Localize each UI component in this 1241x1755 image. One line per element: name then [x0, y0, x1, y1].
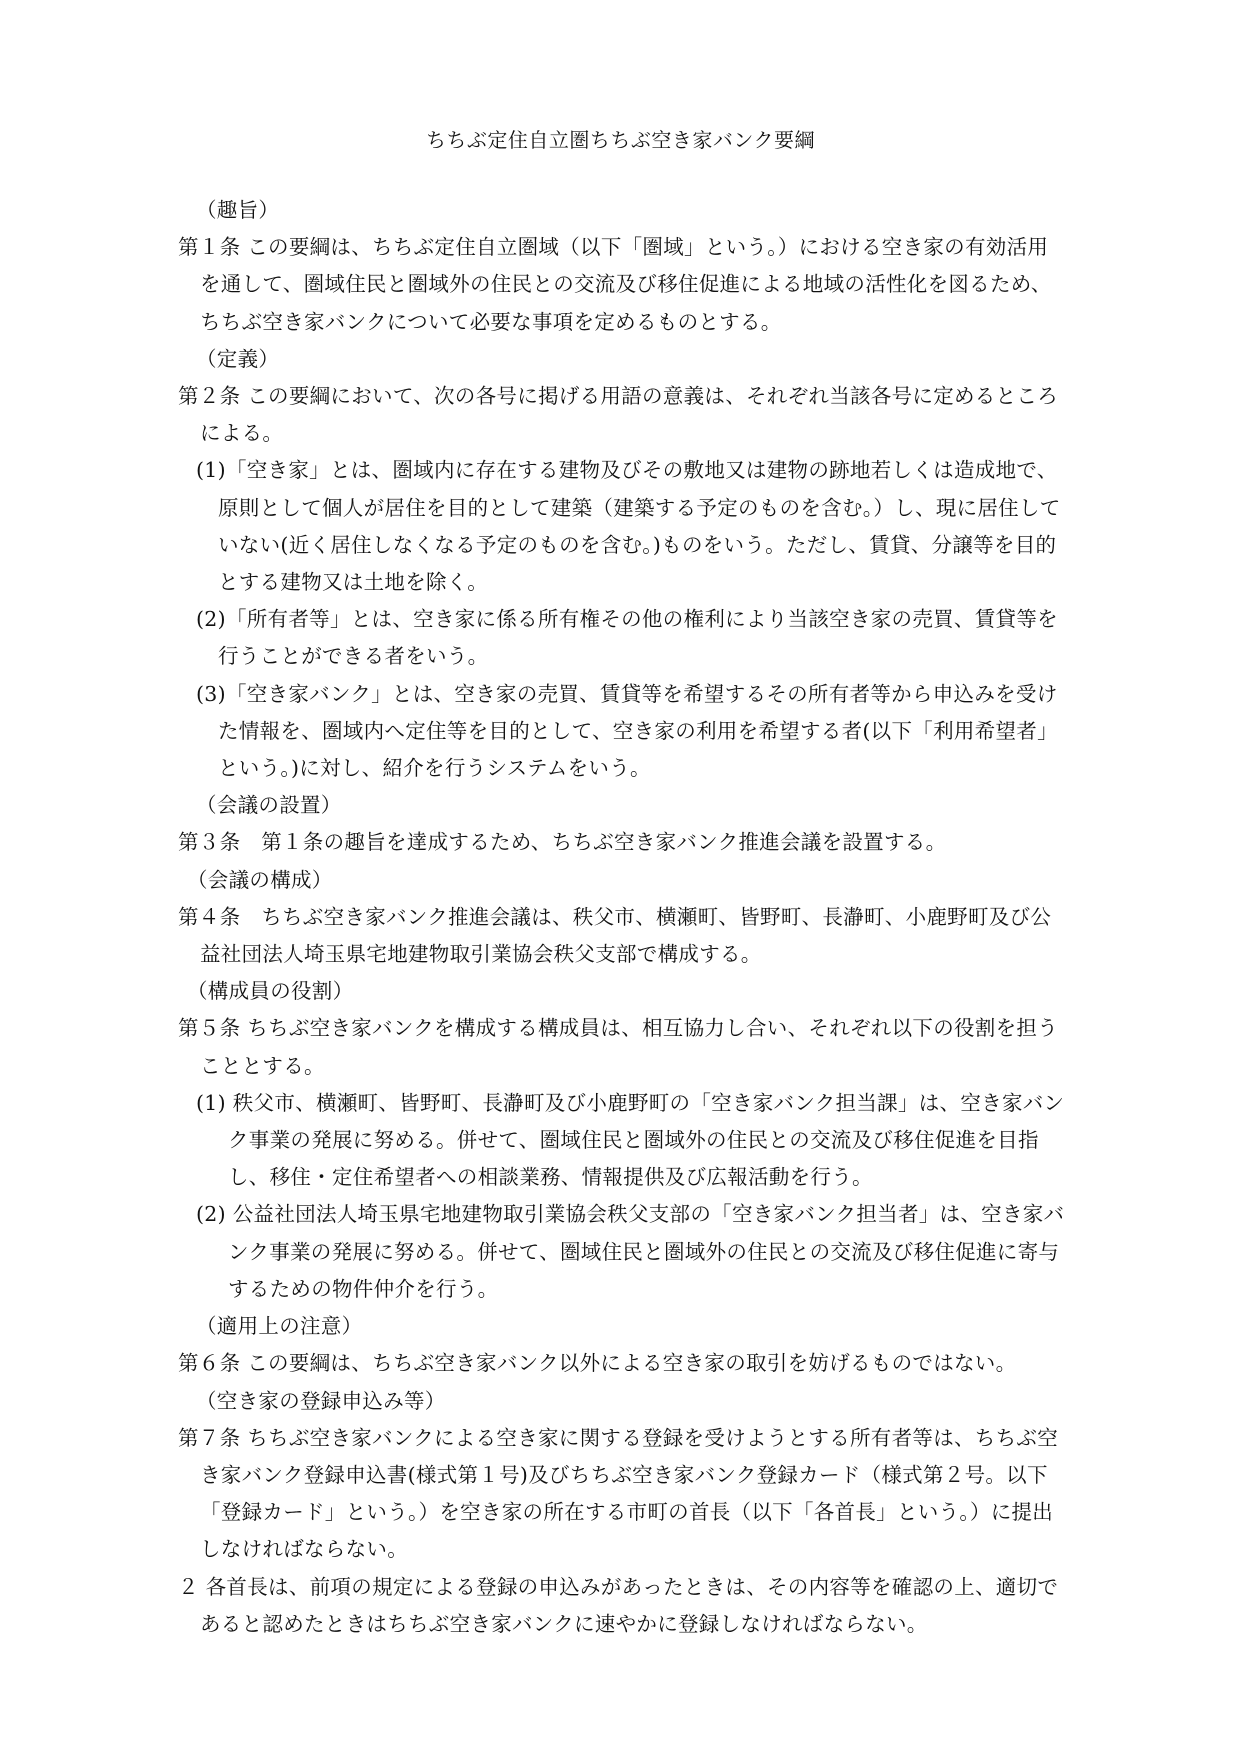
article-2-item-1: (1)「空き家」とは、圏域内に存在する建物及びその敷地又は建物の跡地若しくは造成地で、原則として個人が居住を目的として建築（建築する予定のものを含む。）し、現に居住していない(近く居住しなくなる予定のものを含む。)ものをいう。ただし、賃貸、分譲等を目的とする建物又は土地を除く。 — [196, 458, 1061, 595]
section-heading-council-setup: （会議の設置） — [196, 793, 342, 818]
article-2-item-3: (3)「空き家バンク」とは、空き家の売買、賃貸等を希望するその所有者等から申込みを受けた情報を、圏域内へ定住等を目的として、空き家の利用を希望する者(以下「利用希望者」という。)に対し、紹介を行うシステムをいう。 — [196, 681, 1058, 781]
section-heading-member-roles: （構成員の役割） — [187, 979, 354, 1004]
article-5-item-2: (2) 公益社団法人埼玉県宅地建物取引業協会秩父支部の「空き家バンク担当者」は、空き家バンク事業の発展に努める。併せて、圏域住民と圏域外の住民との交流及び移住促進に寄与するための物件仲介を行う。 — [196, 1202, 1065, 1301]
article-5-item-1: (1) 秩父市、横瀬町、皆野町、長瀞町及び小鹿野町の「空き家バンク担当課」は、空き家バンク事業の発展に努める。併せて、圏域住民と圏域外の住民との交流及び移住促進を目指し、移住・定住希望者への相談業務、情報提供及び広報活動を行う。 — [196, 1090, 1065, 1190]
article-4: 第４条 ちちぶ空き家バンク推進会議は、秩父市、横瀬町、皆野町、長瀞町、小鹿野町及び公益社団法人埼玉県宅地建物取引業協会秩父支部で構成する。 — [178, 904, 1052, 967]
section-heading-application-notes: （適用上の注意） — [196, 1314, 363, 1339]
section-heading-definitions: （定義） — [196, 346, 280, 371]
article-6: 第６条 この要綱は、ちちぶ空き家バンク以外による空き家の取引を妨げるものではない。 — [178, 1351, 1017, 1376]
article-3: 第３条 第１条の趣旨を達成するため、ちちぶ空き家バンク推進会議を設置する。 — [178, 830, 947, 855]
article-7: 第７条 ちちぶ空き家バンクによる空き家に関する登録を受けようとする所有者等は、ちちぶ空き家バンク登録申込書(様式第１号)及びちちぶ空き家バンク登録カード（様式第２号。以下「登録カード」という。）を空き家の所在する市町の首長（以下「各首長」という。）に提出しなければならない。 — [178, 1425, 1059, 1562]
article-2-item-2: (2)「所有者等」とは、空き家に係る所有権その他の権利により当該空き家の売買、賃貸等を行うことができる者をいう。 — [196, 607, 1058, 669]
section-heading-registration: （空き家の登録申込み等） — [196, 1388, 446, 1413]
document-body — [178, 192, 1068, 1643]
article-1: 第１条 この要綱は、ちちぶ定住自立圏域（以下「圏域」という。）における空き家の有効活用を通して、圏域住民と圏域外の住民との交流及び移住促進による地域の活性化を図るため、ちちぶ空き家バンクについて必要な事項を定めるものとする。 — [178, 235, 1052, 334]
article-2: 第２条 この要綱において、次の各号に掲げる用語の意義は、それぞれ当該各号に定めるところによる。 — [178, 384, 1059, 446]
document-title: ちちぶ定住自立圏ちちぶ空き家バンク要綱 — [425, 128, 816, 152]
article-5: 第５条 ちちぶ空き家バンクを構成する構成員は、相互協力し合い、それぞれ以下の役割を担うこととする。 — [178, 1016, 1059, 1078]
article-7-paragraph-2: ２ 各首長は、前項の規定による登録の申込みがあったときは、その内容等を確認の上、適切であると認めたときはちちぶ空き家バンクに速やかに登録しなければならない。 — [178, 1574, 1059, 1636]
section-heading-purpose: （趣旨） — [196, 198, 280, 222]
section-heading-council-composition: （会議の構成） — [187, 867, 333, 892]
